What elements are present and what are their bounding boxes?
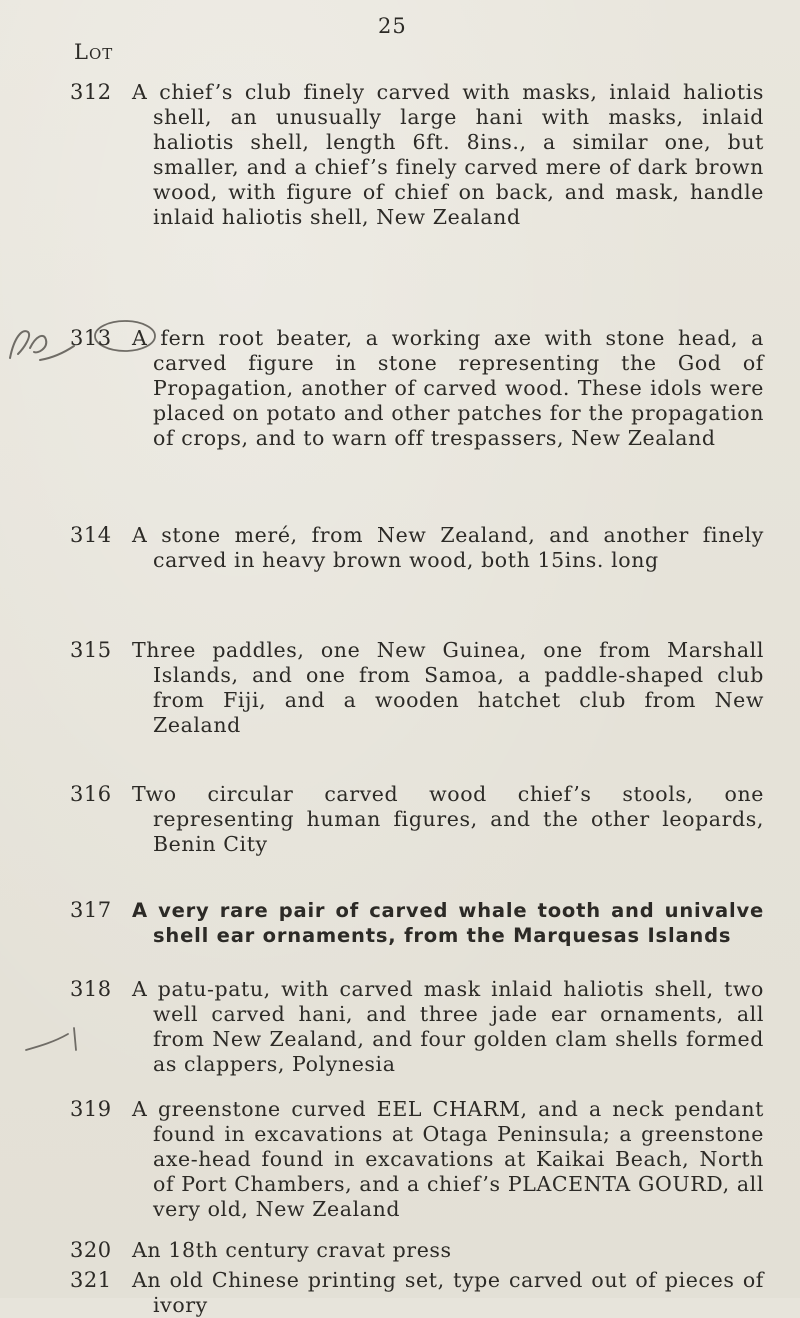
lot-number: 316	[70, 782, 112, 806]
lot-description: A patu-patu, with carved mask inlaid haliotis shell, two well carved hani, and three jade ear ornaments, all from New Zealand, and four golden clam shells formed as clappers, Polynesia	[132, 977, 764, 1076]
lot-number: 321	[70, 1268, 112, 1292]
lot-entry	[70, 326, 775, 486]
lot-number: 314	[70, 523, 112, 547]
lot-description: A very rare pair of carved whale tooth and univalve shell ear ornaments, from the Marquesas Islands	[132, 899, 764, 947]
lot-entry	[70, 977, 775, 1087]
lot-number: 320	[70, 1238, 112, 1262]
pencil-scribble-icon	[0, 318, 80, 368]
lot-entry	[70, 1238, 775, 1266]
lot-number: 317	[70, 898, 112, 922]
lot-description: A fern root beater, a working axe with stone head, a carved figure in stone representing the God of Propagation, another of carved wood. These idols were placed on potato and other patches for the propagation of crops, and to warn off trespassers, New Zealand	[132, 326, 764, 450]
lot-number: 313	[70, 326, 112, 350]
lot-description: A chief’s club finely carved with masks, inlaid haliotis shell, an unusually large hani with masks, inlaid haliotis shell, length 6ft. 8ins., a similar one, but smaller, and a chief’s finely carved mere of dark brown wood, with figure of chief on back, and mask, handle inlaid haliotis shell, New Zealand	[132, 80, 764, 229]
lot-entry	[70, 80, 775, 240]
lot-number: 312	[70, 80, 112, 104]
lot-entry	[70, 782, 775, 862]
lot-column-heading: Lot	[74, 40, 114, 64]
lot-description: An old Chinese printing set, type carved out of pieces of ivory	[132, 1268, 764, 1317]
lot-entry	[70, 638, 775, 748]
page-number: 25	[378, 14, 407, 38]
lot-entry	[70, 1097, 775, 1227]
lot-entry	[70, 898, 775, 958]
lot-number: 318	[70, 977, 112, 1001]
lot-entry	[70, 523, 775, 603]
lot-number: 319	[70, 1097, 112, 1121]
lot-description: A greenstone curved EEL CHARM, and a neck pendant found in excavations at Otaga Peninsula; a greenstone axe-head found in excavations at Kaikai Beach, North of Port Chambers, and a chief’s PLACENTA GOURD, all very old, New Zealand	[132, 1097, 764, 1221]
lot-description: Three paddles, one New Guinea, one from Marshall Islands, and one from Samoa, a paddle-shaped club from Fiji, and a wooden hatchet club from New Zealand	[132, 638, 764, 737]
lot-description: Two circular carved wood chief’s stools, one representing human figures, and the other leopards, Benin City	[132, 782, 764, 856]
lot-description: A stone meré, from New Zealand, and another finely carved in heavy brown wood, both 15ins. long	[132, 523, 764, 572]
lot-number: 315	[70, 638, 112, 662]
lot-description: An 18th century cravat press	[132, 1238, 452, 1262]
lot-entry	[70, 1268, 775, 1317]
